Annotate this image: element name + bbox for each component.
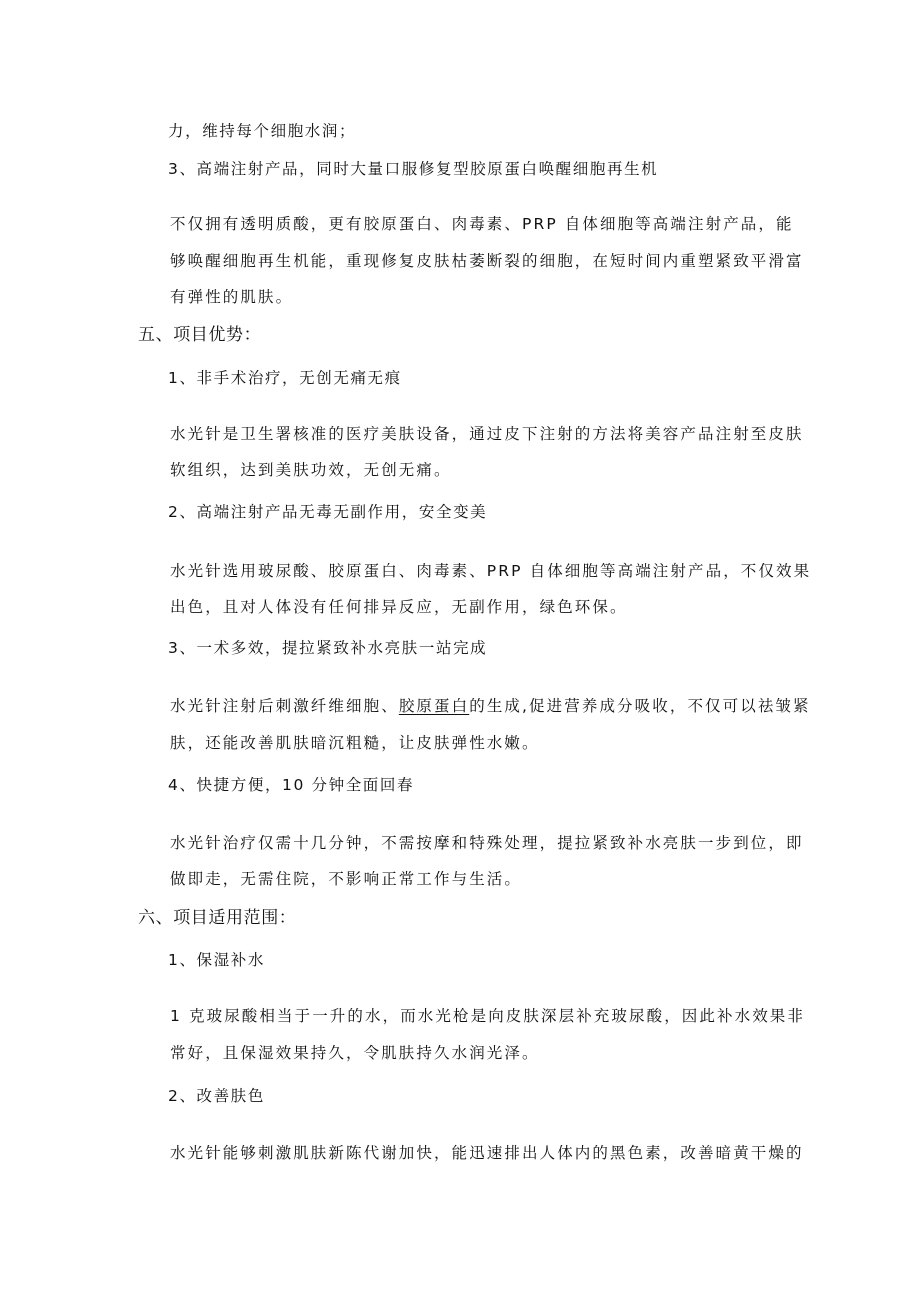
s5-item4-body-line: 水光针治疗仅需十几分钟，不需按摩和特殊处理，提拉紧致补水亮肤一步到位，即 xyxy=(170,834,804,852)
s5-item4-body-line: 做即走，无需住院，不影响正常工作与生活。 xyxy=(170,870,523,888)
s5-item2-body-line: 水光针选用玻尿酸、胶原蛋白、肉毒素、PRP 自体细胞等高端注射产品，不仅效果 xyxy=(170,562,812,580)
s5-item2-heading: 2、高端注射产品无毒无副作用，安全变美 xyxy=(168,503,488,521)
s5-item1-body-line: 水光针是卫生署核准的医疗美肤设备，通过皮下注射的方法将美容产品注射至皮肤 xyxy=(170,425,804,443)
s5-item1-body-line: 软组织，达到美肤功效，无创无痛。 xyxy=(170,461,452,479)
continuation-line: 力，维持每个细胞水润； xyxy=(168,122,357,140)
s5-item3-heading: 3、一术多效，提拉紧致补水亮肤一站完成 xyxy=(168,639,488,657)
item3-body-line: 够唤醒细胞再生机能，重现修复皮肤枯萎断裂的细胞，在短时间内重塑紧致平滑富 xyxy=(170,252,804,270)
s6-item1-body-line: 1 克玻尿酸相当于一升的水，而水光枪是向皮肤深层补充玻尿酸，因此补水效果非 xyxy=(170,1007,805,1025)
s5-item1-heading: 1、非手术治疗，无创无痛无痕 xyxy=(168,369,402,387)
s5-item4-heading: 4、快捷方便，10 分钟全面回春 xyxy=(168,776,415,794)
collagen-link[interactable]: 胶原蛋白 xyxy=(398,697,470,715)
s5-item3-body-line xyxy=(170,696,811,716)
s6-item2-heading: 2、改善肤色 xyxy=(168,1087,265,1105)
item3-body-line: 不仅拥有透明质酸，更有胶原蛋白、肉毒素、PRP 自体细胞等高端注射产品，能 xyxy=(170,215,794,233)
item3-body-line: 有弹性的肌肤。 xyxy=(170,288,294,306)
s6-item1-heading: 1、保湿补水 xyxy=(168,951,265,969)
s5-item3-body-line: 肤，还能改善肌肤暗沉粗糙，让皮肤弹性水嫩。 xyxy=(170,734,540,752)
item3-heading: 3、高端注射产品，同时大量口服修复型胶原蛋白唤醒细胞再生机 xyxy=(168,160,659,178)
body-text: 水光针注射后刺激纤维细胞、 xyxy=(170,697,399,715)
s5-item2-body-line: 出色，且对人体没有任何排异反应，无副作用，绿色环保。 xyxy=(170,598,628,616)
body-text: 的生成,促进营养成分吸收，不仅可以祛皱紧 xyxy=(469,697,811,715)
section6-title: 六、项目适用范围： xyxy=(138,908,297,928)
section5-title: 五、项目优势： xyxy=(138,325,262,345)
s6-item2-body-line: 水光针能够刺激肌肤新陈代谢加快，能迅速排出人体内的黑色素，改善暗黄干燥的 xyxy=(170,1144,804,1162)
s6-item1-body-line: 常好，且保湿效果持久，令肌肤持久水润光泽。 xyxy=(170,1044,540,1062)
